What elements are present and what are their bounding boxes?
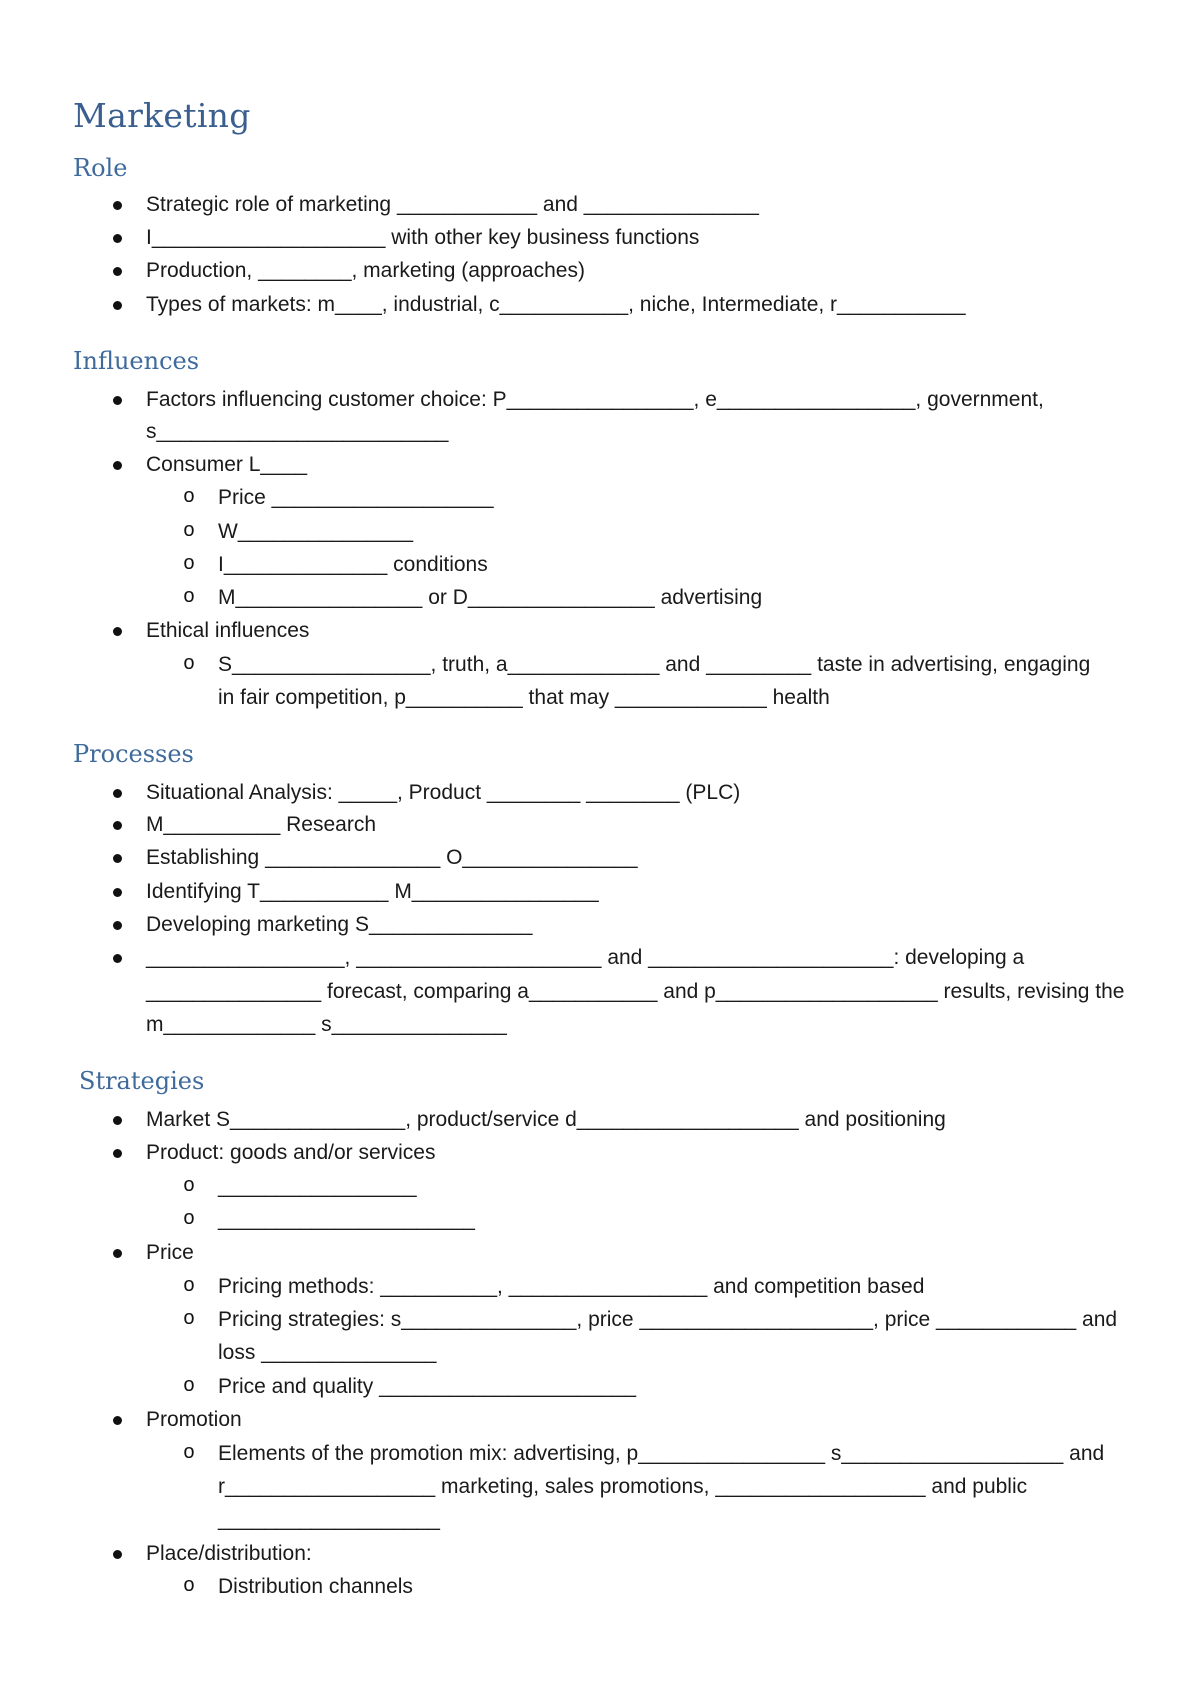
list-item: Promotion	[146, 1403, 242, 1436]
list-item-continuation: s_________________________	[146, 420, 449, 443]
list-item: Identifying T___________ M________________	[146, 875, 599, 908]
list-item: I____________________ with other key business functions	[146, 221, 699, 254]
section-heading-strategies: Strategies	[79, 1067, 205, 1095]
list-item: Strategic role of marketing ____________ and _______________	[146, 188, 759, 221]
list-item: Consumer L____	[146, 448, 307, 481]
section-heading-influences: Influences	[73, 347, 200, 375]
list-item: Market S_______________, product/service d___________________ and positioning	[146, 1103, 946, 1136]
list-item: Establishing _______________ O_______________	[146, 841, 638, 874]
sub-list-item-continuation: loss _______________	[218, 1341, 437, 1364]
sub-list-item: o W_______________	[218, 515, 413, 548]
sub-list-item: o Price and quality ______________________	[218, 1370, 636, 1403]
sub-list-item: o Price ___________________	[218, 481, 494, 514]
list-item: Factors influencing customer choice: P________________, e_________________, government,	[146, 383, 1044, 416]
sub-list-item: o Distribution channels	[218, 1570, 413, 1603]
sub-list-item-continuation: ___________________	[218, 1508, 440, 1531]
list-item: _________________, _____________________ and _____________________: developing a	[146, 941, 1024, 974]
list-item-continuation: m_____________ s_______________	[146, 1013, 507, 1036]
list-item: Developing marketing S______________	[146, 908, 532, 941]
sub-list-item: o _________________	[218, 1170, 417, 1203]
sub-list-item: o Pricing methods: __________, _________________ and competition based	[218, 1270, 924, 1303]
sub-list-item: o Pricing strategies: s_______________, price ____________________, price ____________ and	[218, 1303, 1117, 1336]
sub-list-item: o M________________ or D________________ advertising	[218, 581, 762, 614]
list-item: Product: goods and/or services	[146, 1136, 436, 1169]
list-item: Production, ________, marketing (approaches)	[146, 254, 585, 287]
section-heading-processes: Processes	[73, 740, 194, 768]
page-title: Marketing	[73, 96, 251, 135]
list-item: Place/distribution:	[146, 1537, 312, 1570]
list-item-continuation: _______________ forecast, comparing a___________ and p___________________ results, revising the	[146, 980, 1125, 1003]
sub-list-item-continuation: r__________________ marketing, sales promotions, __________________ and public	[218, 1475, 1028, 1498]
list-item: Ethical influences	[146, 614, 309, 647]
sub-list-item: o Elements of the promotion mix: advertising, p________________ s___________________ and	[218, 1437, 1104, 1470]
list-item: M__________ Research	[146, 808, 376, 841]
list-item: Price	[146, 1236, 194, 1269]
sub-list-item: o ______________________	[218, 1203, 475, 1236]
list-item: Types of markets: m____, industrial, c___________, niche, Intermediate, r___________	[146, 288, 966, 321]
sub-list-item: o I______________ conditions	[218, 548, 488, 581]
section-heading-role: Role	[73, 154, 128, 182]
sub-list-item-continuation: in fair competition, p__________ that may _____________ health	[218, 686, 830, 709]
list-item: Situational Analysis: _____, Product ________ ________ (PLC)	[146, 776, 740, 809]
sub-list-item: o S_________________, truth, a_____________ and _________ taste in advertising, engaging	[218, 648, 1090, 681]
